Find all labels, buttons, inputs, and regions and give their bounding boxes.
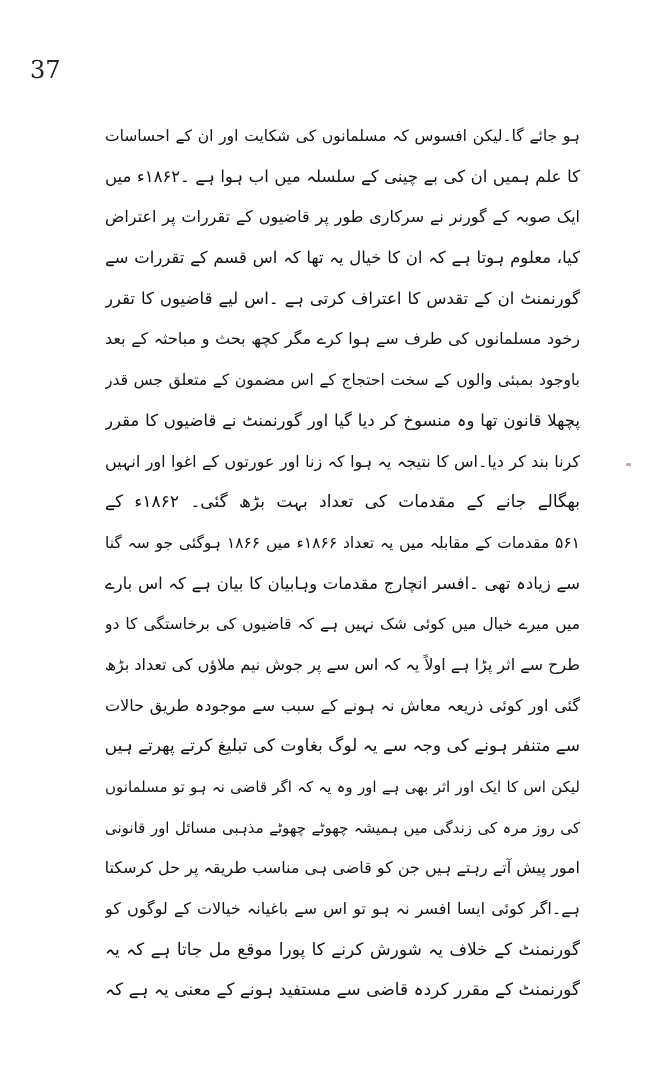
text-line: ایک صوبہ کے گورنر نے سرکاری طور پر قاضیوں کے تقررات پر اعتراض xyxy=(105,207,580,227)
text-line: بھگالے جانے کے مقدمات کی تعداد بہت بڑھ گئی۔ ۱۸۶۲ء کے xyxy=(105,492,580,513)
text-line: گورنمنٹ ان کے تقدس کا اعتراف کرتی ہے ۔اس لیے قاضیوں کا تقرر xyxy=(105,288,580,308)
text-line: گورنمنٹ کے مقرر کردہ قاضی سے مستفید ہونے کے معنی یہ ہے کہ xyxy=(105,980,580,1001)
text-line: کیا، معلوم ہوتا ہے کہ ان کا خیال یہ تھا کہ اس قسم کے تقررات سے xyxy=(105,248,580,268)
text-line: ہو جائے گا۔لیکن افسوس کہ مسلمانوں کی شکایت اور ان کے احساسات xyxy=(105,127,580,145)
text-line: ۵۶۱ مقدمات کے مقابلہ میں یہ تعداد ۱۸۶۶ء میں ۱۸۶۶ ہوگئی جو سہ گنا xyxy=(105,533,580,552)
text-line: باوجود بمبئی والوں کے سخت احتجاج کے اس مضمون کے متعلق جس قدر xyxy=(105,371,580,390)
text-line: سے متنفر ہونے کی وجہ سے یہ لوگ بغاوت کی تبلیغ کرتے پھرتے ہیں xyxy=(105,736,580,757)
text-line: کی روز مرہ کی زندگی میں ہمیشہ چھوٹے چھوٹے مذہبی مسائل اور قانونی xyxy=(105,818,580,837)
page-number: 37 xyxy=(30,56,61,84)
text-line: میں میرے خیال میں کوئی شک نہیں ہے کہ قاضیوں کی برخاستگی کا دو xyxy=(105,615,580,634)
text-line: طرح سے اثر پڑا ہے اولاً یہ کہ اس سے پر جوش نیم ملاؤں کی تعداد بڑھ xyxy=(105,654,580,674)
text-line: پچھلا قانون تھا وہ منسوخ کر دیا گیا اور گورنمنٹ نے قاضیوں کا مقرر xyxy=(105,410,580,430)
text-line: سے زیادہ تھی ۔افسر انچارج مقدمات وہابیان کا بیان ہے کہ اس بارے xyxy=(105,573,580,593)
text-line: امور پیش آتے رہتے ہیں جن کو قاضی ہی مناسب طریقہ پر حل کرسکتا xyxy=(105,858,580,878)
text-line: کا علم ہمیں ان کی بے چینی کے سلسلہ میں اب ہوا ہے ۔۱۸۶۲ء میں xyxy=(105,166,580,186)
text-line: رخود مسلمانوں کی طرف سے ہوا کرے مگر کچھ بحث و مباحثہ کے بعد xyxy=(105,329,580,349)
text-line: کرنا بند کر دیا۔اس کا نتیجہ یہ ہوا کہ زنا اور عورتوں کے اغوا اور انہیں xyxy=(105,451,580,471)
text-line: گورنمنٹ کے خلاف یہ شورش کرنے کا پورا موقع مل جاتا ہے کہ یہ xyxy=(105,939,580,960)
text-line: گئی اور کوئی ذریعہ معاش نہ ہونے کے سبب سے موجودہ طریق حالات xyxy=(105,695,580,715)
text-line: ہے۔اگر کوئی ایسا افسر نہ ہو تو اس سے باغیانہ خیالات کے لوگوں کو xyxy=(105,899,580,919)
text-line: لیکن اس کا ایک اور اثر بھی ہے اور وہ یہ کہ اگر قاضی نہ ہو تو مسلمانوں xyxy=(105,778,580,796)
urdu-text-block xyxy=(105,116,580,1011)
scan-speck xyxy=(626,463,631,466)
